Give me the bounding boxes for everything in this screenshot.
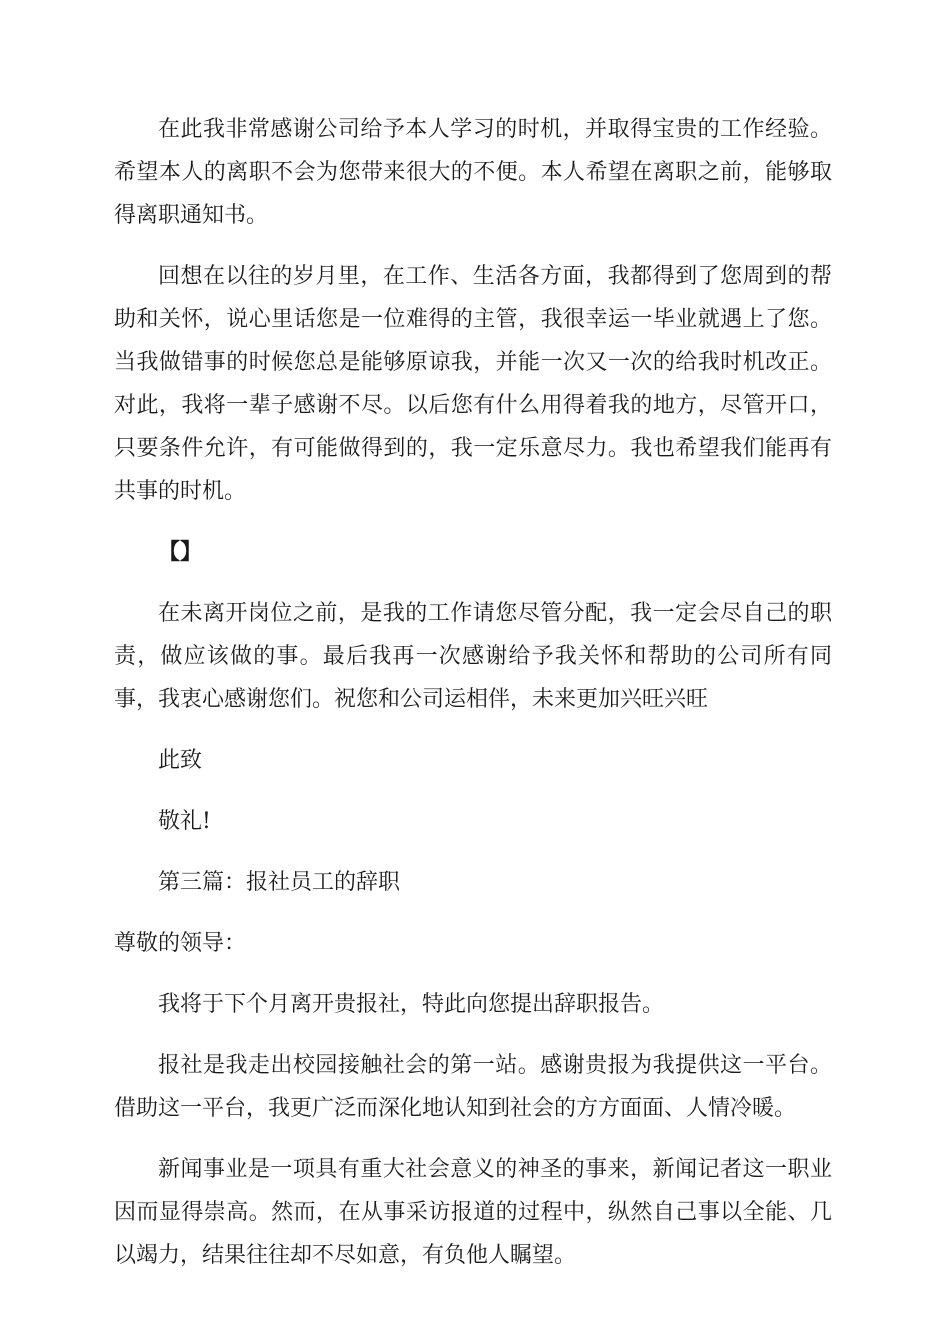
paragraph-gratitude-opportunity: 在此我非常感谢公司给予本人学习的时机，并取得宝贵的工作经验。希望本人的离职不会为您带来很大的不便。本人希望在离职之前，能够取得离职通知书。 [114, 117, 832, 228]
closing-salutation: 此致 [158, 748, 203, 773]
paragraph-newspaper-first-station: 报社是我走出校园接触社会的第一站。感谢贵报为我提供这一平台。借助这一平台，我更广泛而深化地认知到社会的方方面面、人情冷暖。 [114, 1053, 832, 1121]
paragraph-reflection: 回想在以往的岁月里，在工作、生活各方面，我都得到了您周到的帮助和关怀，说心里话您是一位难得的主管，我很幸运一毕业就遇上了您。当我做错事的时候您总是能够原谅我，并能一次又一次的给我时机改正。对此，我将一辈子感谢不尽。以后您有什么用得着我的地方，尽管开口，只要条件允许，有可能做得到的，我一定乐意尽力。我也希望我们能再有共事的时机。 [114, 264, 832, 504]
section-heading: 第三篇：报社员工的辞职 [158, 870, 401, 895]
paragraph-journalism: 新闻事业是一项具有重大社会意义的神圣的事来，新闻记者这一职业因而显得崇高。然而，在从事采访报道的过程中，纵然自己事以全能、几以竭力，结果往往却不尽如意，有负他人瞩望。 [114, 1157, 832, 1268]
letter-greeting: 尊敬的领导： [114, 931, 247, 956]
paragraph-resignation-notice: 我将于下个月离开贵报社，特此向您提出辞职报告。 [158, 992, 665, 1017]
paragraph-final-duties: 在未离开岗位之前，是我的工作请您尽管分配，我一定会尽自己的职责，做应该做的事。最后我再一次感谢给予我关怀和帮助的公司所有同事，我衷心感谢您们。祝您和公司运相伴，未来更加兴旺兴旺 [114, 601, 832, 712]
closing-regards: 敬礼! [158, 809, 211, 834]
bracket-placeholder: 【】 [158, 540, 203, 565]
